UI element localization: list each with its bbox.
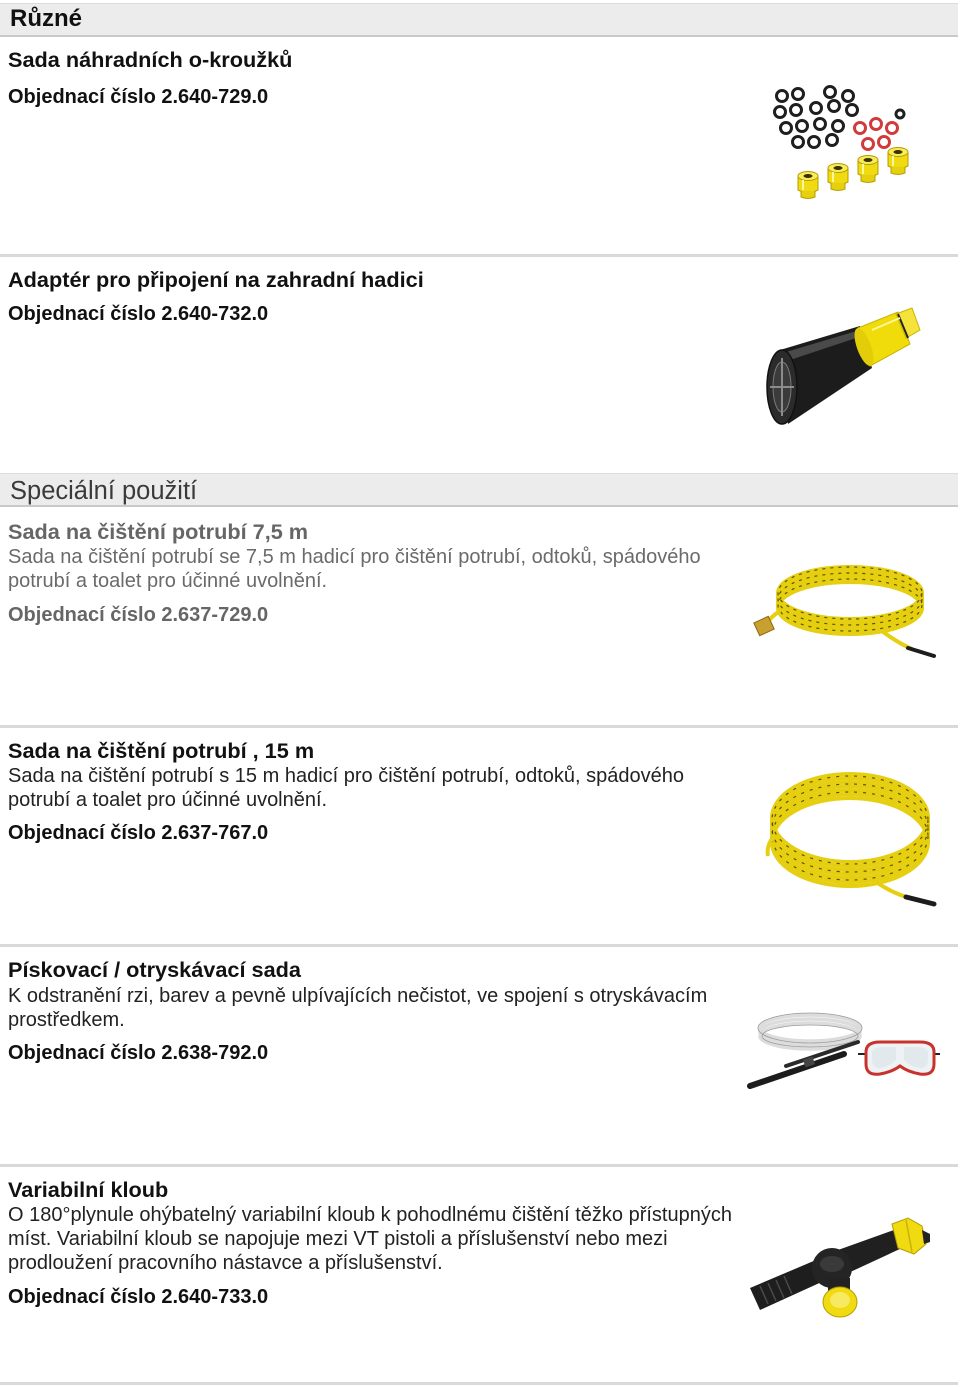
product-name: Adaptér pro připojení na zahradní hadici: [8, 267, 424, 292]
hose-adapter-image: [760, 306, 924, 428]
description-line: potrubí a toalet pro účinné uvolnění.: [8, 570, 328, 592]
description-line: míst. Variabilní kloub se napojuje mezi VT pistoli a příslušenství nebo mezi: [8, 1228, 668, 1250]
product-name: Pískovací / otryskávací sada: [8, 957, 301, 982]
description-line: Sada na čištění potrubí se 7,5 m hadicí pro čištění potrubí, odtoků, spádového: [8, 546, 701, 568]
o-ring-set-image: [768, 84, 918, 208]
page-bottom-separator: [0, 1382, 958, 1385]
product-name: Variabilní kloub: [8, 1177, 169, 1202]
item-separator: [0, 254, 958, 257]
description-line: potrubí a toalet pro účinné uvolnění.: [8, 789, 328, 811]
description-line: prostředkem.: [8, 1009, 125, 1031]
section-header-ruzne: [0, 3, 958, 37]
pipe-cleaning-hose-15m-image: [758, 766, 938, 910]
order-number: Objednací číslo 2.640-732.0: [8, 303, 269, 325]
product-description: [8, 764, 684, 812]
product-description: [8, 545, 701, 593]
section-title: Speciální použití: [10, 477, 198, 505]
order-number: Objednací číslo 2.637-729.0: [8, 604, 269, 626]
item-separator: [0, 725, 958, 728]
item-separator: [0, 944, 958, 947]
order-number: Objednací číslo 2.637-767.0: [8, 822, 269, 844]
product-name: Sada náhradních o-kroužků: [8, 47, 293, 72]
section-title: Různé: [10, 5, 82, 32]
product-name: Sada na čištění potrubí 7,5 m: [8, 519, 309, 544]
pipe-cleaning-hose-image: [752, 553, 938, 663]
order-number: Objednací číslo 2.640-729.0: [8, 86, 269, 108]
order-number: Objednací číslo 2.640-733.0: [8, 1286, 269, 1308]
description-line: Sada na čištění potrubí s 15 m hadicí pro čištění potrubí, odtoků, spádového: [8, 765, 684, 787]
description-line: O 180°plynule ohýbatelný variabilní kloub k pohodlnému čištění těžko přístupných: [8, 1204, 732, 1226]
product-description: [8, 1203, 732, 1275]
description-line: prodloužení pracovního nástavce a příslušenství.: [8, 1252, 443, 1274]
product-description: [8, 984, 707, 1032]
description-line: K odstranění rzi, barev a pevně ulpívajících nečistot, ve spojení s otryskávacím: [8, 985, 708, 1007]
order-number: Objednací číslo 2.638-792.0: [8, 1042, 269, 1064]
product-name: Sada na čištění potrubí , 15 m: [8, 738, 315, 763]
item-separator: [0, 1164, 958, 1167]
variable-joint-image: [746, 1212, 932, 1324]
sandblasting-kit-image: [744, 1008, 942, 1094]
